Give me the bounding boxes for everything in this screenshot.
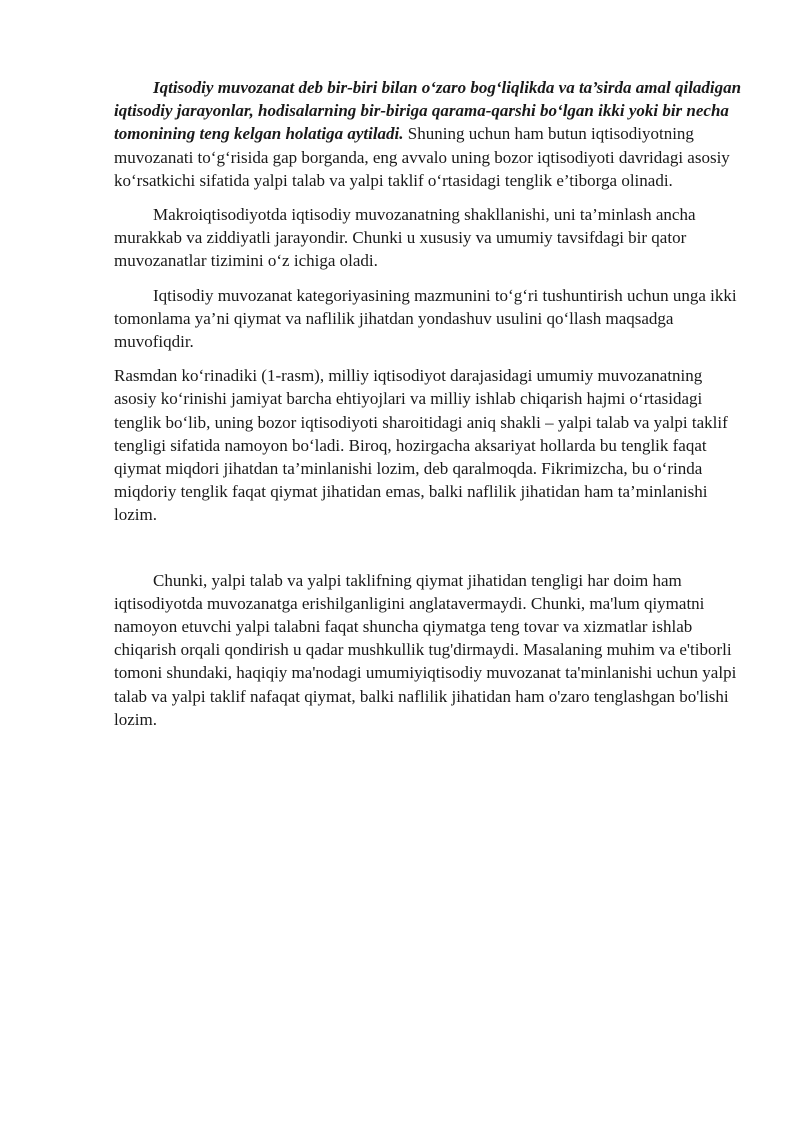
paragraph-figure-reference: Rasmdan ko‘rinadiki (1-rasm), milliy iqtisodiyot darajasidagi umumiy muvozanatning asosiy ko‘rinishi jamiyat barcha ehtiyojlari va milliy ishlab chiqarish hajmi o‘rtasidagi tenglik bo‘lib, uning bozor iqtisodiyoti sharoitidagi aniq shakli – yalpi talab va yalpi taklif tengligi sifatida namoyon bo‘ladi. Biroq, hozirgacha aksariyat hollarda bu tenglik faqat qiymat miqdori jihatdan ta’minlanishi lozim, deb qaralmoqda. Fikrimizcha, bu o‘rinda miqdoriy tenglik faqat qiymat jihatidan emas, balki naflilik jihatidan ham ta’minlanishi lozim.: [114, 366, 728, 525]
definition-rest: Shuning uchun ham butun iqtisodiyotning muvozanati to‘g‘risida gap borganda, eng avvalo uning bozor iqtisodiyoti davridagi asosiy ko‘rsatkichi sifatida yalpi talab va yalpi taklif o‘rtasidagi tenglik e’tiborga olinadi.: [114, 124, 730, 190]
definition-lead: Iqtisodiy muvozanat deb bir-biri bilan o‘zaro bog‘liqlikda va ta’sirda amal qiladigan iqtisodiy jarayonlar, hodisalarning bir-biriga qarama-qarshi bo‘lgan ikki yoki bir necha tomonining teng kelgan holatiga aytiladi.: [114, 78, 742, 144]
paragraph-category: Iqtisodiy muvozanat kategoriyasining mazmunini to‘g‘ri tushuntirish uchun unga ikki tomonlama ya’ni qiymat va naflilik jihatdan yondashuv usulini qo‘llash maqsadga muvofiqdir.: [114, 285, 737, 352]
document-page: [114, 76, 744, 731]
paragraph-conclusion: Chunki, yalpi talab va yalpi taklifning qiymat jihatidan tengligi har doim ham iqtisodiyotda muvozanatga erishilganligini anglatavermaydi. Chunki, ma'lum qiymatni namoyon etuvchi yalpi talabni faqat shuncha qiymatga teng tovar va xizmatlar ishlab chiqarish orqali qondirish u qadar mushkullik tug'dirmaydi. Masalaning muhim va e'tiborli tomoni shundaki, haqiqiy ma'nodagi umumiyiqtisodiy muvozanat ta'minlanishi uchun yalpi talab va yalpi taklif nafaqat qiymat, balki naflilik jihatidan ham o'zaro tenglashgan bo'lishi lozim.: [114, 570, 737, 729]
paragraph-macroeconomics: Makroiqtisodiyotda iqtisodiy muvozanatning shakllanishi, uni ta’minlash ancha murakkab va ziddiyatli jarayondir. Chunki u xususiy va umumiy tavsifdagi bir qator muvozanatlar tizimini o‘z ichiga oladi.: [114, 205, 696, 271]
paragraph-definition: [114, 76, 744, 192]
